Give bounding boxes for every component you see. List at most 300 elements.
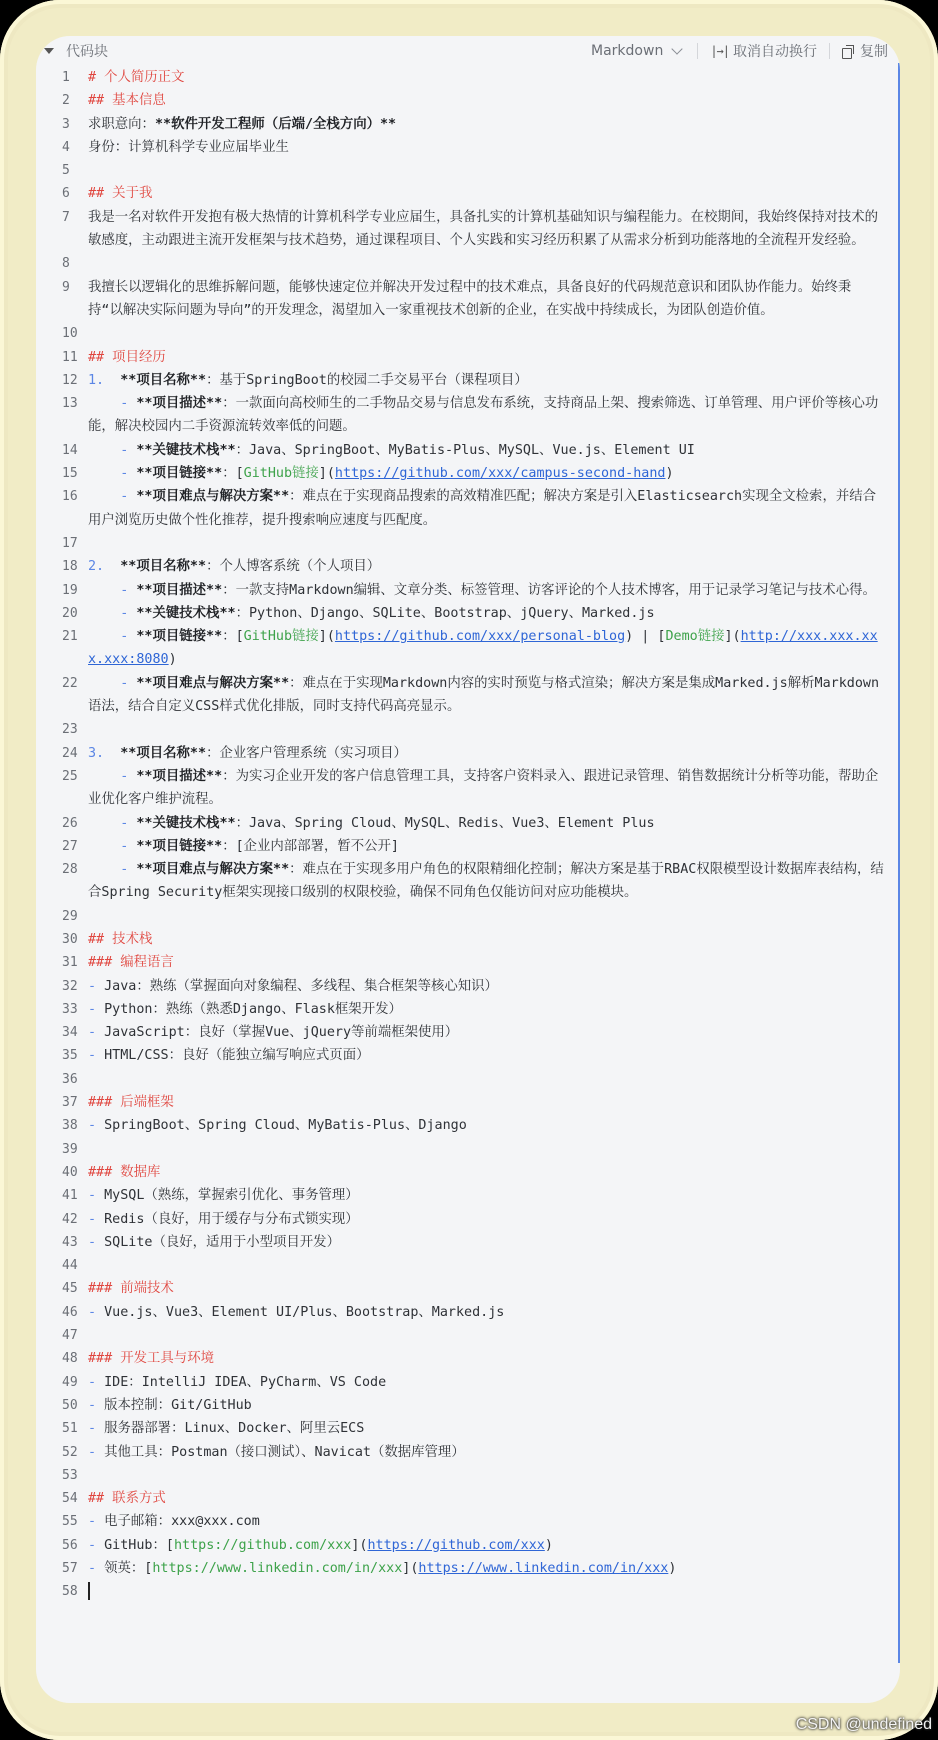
line-number: 24: [62, 745, 78, 761]
line-content[interactable]: [88, 276, 886, 323]
language-label: Markdown: [591, 43, 664, 59]
code-line[interactable]: [36, 975, 886, 998]
code-line[interactable]: [36, 1231, 886, 1254]
code-line[interactable]: [36, 602, 886, 625]
code-line[interactable]: [36, 1441, 886, 1464]
text-token: ](: [402, 1561, 419, 1576]
line-number: 40: [62, 1164, 78, 1180]
code-line[interactable]: [36, 742, 886, 765]
link-text: GitHub链接: [243, 629, 319, 645]
chevron-down-icon: [672, 43, 683, 54]
heading-token: ## 关于我: [88, 186, 153, 202]
line-number: 26: [62, 815, 78, 831]
list-marker: -: [88, 489, 137, 505]
line-content[interactable]: [88, 602, 886, 625]
line-number: 7: [62, 209, 70, 225]
code-line[interactable]: [36, 1394, 886, 1417]
line-number: 11: [62, 349, 78, 365]
list-marker: -: [88, 675, 137, 691]
line-number: 50: [62, 1397, 78, 1413]
link-url[interactable]: https://github.com/xxx/personal-blog: [334, 629, 626, 645]
line-content[interactable]: [88, 439, 886, 462]
code-line[interactable]: [36, 718, 886, 741]
code-line[interactable]: [36, 369, 886, 392]
line-content[interactable]: [88, 672, 886, 719]
bold-token: **关键技术栈**: [136, 815, 236, 831]
text-token: 身份：计算机科学专业应届毕业生: [88, 139, 289, 155]
line-content[interactable]: [88, 1464, 886, 1487]
line-number: 46: [62, 1304, 78, 1320]
line-content[interactable]: [88, 858, 886, 905]
code-line[interactable]: [36, 1068, 886, 1091]
line-content[interactable]: [88, 182, 886, 205]
code-line[interactable]: [36, 625, 886, 672]
line-content[interactable]: [88, 1441, 886, 1464]
line-content[interactable]: [88, 1301, 886, 1324]
text-token: ：Java、SpringBoot、MyBatis-Plus、MySQL、Vue.js、Element UI: [235, 442, 695, 458]
heading-token: ## 项目经历: [88, 349, 166, 365]
line-content[interactable]: [88, 462, 886, 485]
list-marker: -: [88, 466, 137, 482]
caret-down-icon: [44, 48, 54, 54]
line-content[interactable]: [88, 1580, 886, 1603]
line-content[interactable]: [88, 1324, 886, 1347]
line-content[interactable]: [88, 322, 886, 345]
text-token: ](: [318, 466, 335, 482]
text-token: Vue.js、Vue3、Element UI/Plus、Bootstrap、Marked.js: [104, 1304, 505, 1320]
text-token: ](: [351, 1537, 368, 1553]
list-marker: -: [88, 768, 137, 784]
code-line[interactable]: [36, 579, 886, 602]
line-number: 35: [62, 1048, 78, 1064]
line-content[interactable]: [88, 1138, 886, 1161]
bold-token: **项目难点与解决方案**: [136, 862, 290, 878]
heading-token: ## 联系方式: [88, 1491, 166, 1507]
code-block-header: [36, 36, 900, 66]
code-line[interactable]: [36, 1371, 886, 1394]
line-number: 33: [62, 1001, 78, 1017]
code-line[interactable]: [36, 812, 886, 835]
link-text: GitHub链接: [243, 466, 319, 482]
line-number: 57: [62, 1561, 78, 1576]
code-line[interactable]: [36, 206, 886, 253]
line-content[interactable]: [88, 1277, 886, 1300]
text-token: ：[: [222, 629, 244, 645]
text-token: ): [665, 466, 674, 482]
link-url[interactable]: https://github.com/xxx: [367, 1537, 545, 1553]
text-token: ：基于SpringBoot的校园二手交易平台（课程项目）: [206, 372, 528, 388]
collapse-toggle[interactable]: [44, 41, 108, 61]
bold-token: **项目名称**: [120, 559, 207, 575]
copy-button[interactable]: [842, 41, 888, 61]
bold-token: **项目难点与解决方案**: [136, 675, 290, 691]
line-number: 31: [62, 955, 78, 971]
line-content[interactable]: [88, 1044, 886, 1067]
code-line[interactable]: [36, 1091, 886, 1114]
text-token: ](: [318, 629, 335, 645]
list-marker: -: [88, 1444, 105, 1460]
list-marker: -: [88, 1397, 105, 1413]
watermark: CSDN @undefined: [795, 1716, 932, 1733]
text-token: ：企业客户管理系统（实习项目）: [206, 745, 407, 761]
code-line[interactable]: [36, 951, 886, 974]
line-number: 39: [62, 1141, 78, 1157]
line-content[interactable]: [88, 1534, 886, 1557]
line-number: 1: [62, 70, 70, 85]
list-marker: -: [88, 1234, 105, 1250]
line-number: 55: [62, 1514, 78, 1530]
line-number: 52: [62, 1444, 78, 1460]
line-content[interactable]: [88, 975, 886, 998]
list-marker: -: [88, 442, 137, 458]
line-number: 18: [62, 559, 78, 575]
heading-token: ### 前端技术: [88, 1281, 174, 1297]
scrollbar-edge[interactable]: [898, 63, 900, 1663]
code-line[interactable]: [36, 485, 886, 532]
text-token: 我是一名对软件开发抱有极大热情的计算机科学专业应届生，具备扎实的计算机基础知识与编程能力。在校期间，我始终保持对技术的敏感度，主动跟进主流开发框架与技术趋势，通过课程项目、个人实践和实习经历积累了从需求分析到功能落地的全流程开发经验。: [88, 209, 879, 249]
toggle-wrap-label: 取消自动换行: [733, 44, 817, 60]
line-number: 14: [62, 442, 78, 458]
code-line[interactable]: [36, 1184, 886, 1207]
line-content[interactable]: [88, 1091, 886, 1114]
bold-token: **项目名称**: [120, 745, 207, 761]
line-content[interactable]: [88, 951, 886, 974]
code-line[interactable]: [36, 1114, 886, 1137]
code-line[interactable]: [36, 276, 886, 323]
bold-token: **关键技术栈**: [136, 605, 236, 621]
line-content[interactable]: [88, 369, 886, 392]
code-line[interactable]: [36, 835, 886, 858]
text-token: ): [668, 1561, 677, 1576]
line-number: 38: [62, 1118, 78, 1134]
text-token: ) | [: [625, 629, 666, 645]
text-token: 领英：[: [104, 1561, 153, 1576]
line-number: 37: [62, 1095, 78, 1111]
line-number: 49: [62, 1374, 78, 1390]
bold-token: **项目链接**: [136, 838, 223, 854]
line-content[interactable]: [88, 718, 886, 741]
text-token: ：难点在于实现多用户角色的权限精细化控制；解决方案是基于RBAC权限模型设计数据库表结构，结合Spring Security框架实现接口级别的权限校验，确保不同角色仅能访问对应功能模块。: [88, 862, 884, 901]
line-number: 47: [62, 1328, 78, 1344]
link-url[interactable]: https://github.com/xxx/campus-second-hand: [334, 466, 666, 482]
heading-token: ## 基本信息: [88, 93, 166, 109]
copy-label: 复制: [860, 44, 888, 60]
text-token: ：为实习企业开发的客户信息管理工具，支持客户资料录入、跟进记录管理、销售数据统计分析等功能，帮助企业优化客户维护流程。: [88, 768, 879, 808]
list-marker: -: [88, 862, 137, 878]
code-editor[interactable]: [36, 66, 886, 1604]
heading-token: ### 数据库: [88, 1164, 161, 1180]
line-number: 29: [62, 908, 78, 924]
code-line[interactable]: [36, 1161, 886, 1184]
text-token: ](: [724, 629, 741, 645]
list-marker: -: [88, 1514, 105, 1530]
line-number: 45: [62, 1281, 78, 1297]
code-line[interactable]: [36, 765, 886, 812]
divider: [697, 43, 698, 59]
code-line[interactable]: [36, 1417, 886, 1440]
code-line[interactable]: [36, 555, 886, 578]
language-select[interactable]: [591, 43, 685, 59]
code-line[interactable]: [36, 252, 886, 275]
code-line[interactable]: [36, 159, 886, 182]
text-token: 版本控制：Git/GitHub: [104, 1397, 252, 1413]
text-token: ：难点在于实现Markdown内容的实时预览与格式渲染；解决方案是集成Marked.js解析Markdown语法，结合自定义CSS样式优化排版，同时支持代码高亮显示。: [88, 675, 880, 715]
line-content[interactable]: [88, 252, 886, 275]
line-content[interactable]: [88, 1254, 886, 1277]
code-line[interactable]: [36, 1208, 886, 1231]
code-block-card: [36, 36, 900, 1703]
text-token: Python：熟练（熟悉Django、Flask框架开发）: [104, 1001, 402, 1017]
list-marker: -: [88, 1421, 105, 1437]
line-number: 5: [62, 163, 70, 179]
code-line[interactable]: [36, 1021, 886, 1044]
code-line[interactable]: [36, 182, 886, 205]
code-line[interactable]: [36, 1580, 886, 1603]
line-content[interactable]: [88, 555, 886, 578]
text-token: ：[企业内部部署，暂不公开]: [222, 838, 399, 854]
bold-token: **关键技术栈**: [136, 442, 236, 458]
text-token: SpringBoot、Spring Cloud、MyBatis-Plus、Django: [104, 1118, 467, 1134]
wrap-toggle-icon: |→|: [710, 44, 729, 58]
heading-token: ### 开发工具与环境: [88, 1351, 214, 1367]
text-token: 我擅长以逻辑化的思维拆解问题，能够快速定位并解决开发过程中的技术难点，具备良好的代码规范意识和团队协作能力。始终秉持“以解决实际问题为导向”的开发理念，渴望加入一家重视技术创新的企业，在实战中持续成长，为团队创造价值。: [88, 279, 852, 318]
line-content[interactable]: [88, 1114, 886, 1137]
code-line[interactable]: [36, 1301, 886, 1324]
link-text: https://github.com/xxx: [173, 1537, 352, 1553]
line-content[interactable]: [88, 1557, 886, 1580]
list-marker: -: [88, 1561, 105, 1576]
code-line[interactable]: [36, 1277, 886, 1300]
text-token: SQLite（良好，适用于小型项目开发）: [104, 1234, 340, 1250]
line-content[interactable]: [88, 346, 886, 369]
line-content[interactable]: [88, 1510, 886, 1533]
line-number: 20: [62, 605, 78, 621]
line-number: 16: [62, 489, 78, 505]
line-number: 6: [62, 186, 70, 202]
link-url[interactable]: http://xxx.xxx.xxx.xxx:8080: [88, 629, 878, 668]
line-content[interactable]: [88, 1208, 886, 1231]
line-content[interactable]: [88, 89, 886, 112]
text-token: ): [168, 652, 177, 668]
link-text: https://www.linkedin.com/in/xxx: [152, 1561, 403, 1576]
code-line[interactable]: [36, 905, 886, 928]
line-number: 4: [62, 139, 70, 155]
list-marker: -: [88, 978, 105, 994]
code-line[interactable]: [36, 392, 886, 439]
line-number: 28: [62, 862, 78, 878]
code-line[interactable]: [36, 322, 886, 345]
line-number: 32: [62, 978, 78, 994]
line-number: 15: [62, 466, 78, 482]
text-token: MySQL（熟练，掌握索引优化、事务管理）: [104, 1188, 359, 1204]
line-number: 51: [62, 1421, 78, 1437]
list-marker: -: [88, 1001, 105, 1017]
link-text: Demo链接: [665, 629, 725, 645]
line-number: 10: [62, 326, 78, 342]
text-token: JavaScript：良好（掌握Vue、jQuery等前端框架使用）: [104, 1025, 459, 1041]
heading-token: ### 后端框架: [88, 1095, 174, 1111]
line-number: 58: [62, 1584, 78, 1600]
text-token: 其他工具：Postman（接口测试）、Navicat（数据库管理）: [104, 1444, 465, 1460]
line-number: 27: [62, 838, 78, 854]
line-content[interactable]: [88, 485, 886, 532]
line-number: 3: [62, 116, 70, 132]
line-content[interactable]: [88, 206, 886, 253]
list-marker: 1.: [88, 372, 121, 388]
line-content[interactable]: [88, 1371, 886, 1394]
code-line[interactable]: [36, 1487, 886, 1510]
list-marker: -: [88, 629, 137, 645]
line-number: 12: [62, 372, 78, 388]
code-block-title: 代码块: [66, 44, 108, 60]
line-content[interactable]: [88, 998, 886, 1021]
code-line[interactable]: [36, 1044, 886, 1067]
code-line[interactable]: [36, 1510, 886, 1533]
line-content[interactable]: [88, 812, 886, 835]
code-line[interactable]: [36, 346, 886, 369]
text-token: ：Python、Django、SQLite、Bootstrap、jQuery、Marked.js: [235, 605, 655, 621]
code-line[interactable]: [36, 66, 886, 89]
list-marker: -: [88, 1118, 105, 1134]
list-marker: -: [88, 1374, 105, 1390]
list-marker: -: [88, 815, 137, 831]
line-number: 8: [62, 256, 70, 272]
code-line[interactable]: [36, 858, 886, 905]
line-number: 25: [62, 768, 78, 784]
line-content[interactable]: [88, 579, 886, 602]
text-token: ：一款面向高校师生的二手物品交易与信息发布系统，支持商品上架、搜索筛选、订单管理、用户评价等核心功能，解决校园内二手资源流转效率低的问题。: [88, 396, 879, 435]
text-token: ：难点在于实现商品搜索的高效精准匹配；解决方案是引入Elasticsearch实现全文检索，并结合用户浏览历史做个性化推荐，提升搜索响应速度与匹配度。: [88, 489, 877, 528]
line-content[interactable]: [88, 742, 886, 765]
bold-token: **项目链接**: [136, 629, 223, 645]
code-line[interactable]: [36, 1534, 886, 1557]
code-line[interactable]: [36, 462, 886, 485]
line-content[interactable]: [88, 136, 886, 159]
line-content[interactable]: [88, 532, 886, 555]
text-token: ): [544, 1537, 553, 1553]
list-marker: -: [88, 605, 137, 621]
line-number: 36: [62, 1071, 78, 1087]
code-line[interactable]: [36, 1557, 886, 1580]
line-content[interactable]: [88, 765, 886, 812]
code-line[interactable]: [36, 928, 886, 951]
line-number: 56: [62, 1537, 78, 1553]
text-token: ：个人博客系统（个人项目）: [206, 559, 381, 575]
text-token: HTML/CSS：良好（能独立编写响应式页面）: [104, 1048, 370, 1064]
code-line[interactable]: [36, 1138, 886, 1161]
code-line[interactable]: [36, 1254, 886, 1277]
bold-token: **项目描述**: [136, 582, 223, 598]
line-content[interactable]: [88, 1231, 886, 1254]
bold-token: **项目难点与解决方案**: [136, 489, 290, 505]
code-line[interactable]: [36, 89, 886, 112]
line-number: 19: [62, 582, 78, 598]
list-marker: -: [88, 1211, 105, 1227]
list-marker: -: [88, 838, 137, 854]
code-line[interactable]: [36, 439, 886, 462]
bold-token: **项目描述**: [136, 396, 223, 412]
bold-token: **项目链接**: [136, 466, 223, 482]
list-marker: -: [88, 1025, 105, 1041]
line-content[interactable]: [88, 159, 886, 182]
line-content[interactable]: [88, 1068, 886, 1091]
code-line[interactable]: [36, 113, 886, 136]
line-content[interactable]: [88, 392, 886, 439]
divider: [829, 43, 830, 59]
list-marker: -: [88, 1537, 105, 1553]
line-number: 22: [62, 675, 78, 691]
line-number: 30: [62, 931, 78, 947]
list-marker: -: [88, 1188, 105, 1204]
text-token: 求职意向：: [88, 116, 155, 132]
line-content[interactable]: [88, 66, 886, 89]
line-content[interactable]: [88, 1487, 886, 1510]
list-marker: -: [88, 1304, 105, 1320]
line-content[interactable]: [88, 905, 886, 928]
line-number: 44: [62, 1258, 78, 1274]
heading-token: ### 编程语言: [88, 955, 174, 971]
text-token: Java：熟练（掌握面向对象编程、多线程、集合框架等核心知识）: [104, 978, 498, 994]
line-number: 23: [62, 722, 78, 738]
code-line[interactable]: [36, 532, 886, 555]
list-marker: 3.: [88, 745, 121, 761]
line-number: 53: [62, 1467, 78, 1483]
line-content[interactable]: [88, 1021, 886, 1044]
text-token: IDE：IntelliJ IDEA、PyCharm、VS Code: [104, 1374, 387, 1390]
text-token: Redis（良好，用于缓存与分布式锁实现）: [104, 1211, 359, 1227]
line-number: 9: [62, 279, 70, 295]
text-token: 服务器部署：Linux、Docker、阿里云ECS: [104, 1421, 365, 1437]
line-number: 54: [62, 1491, 78, 1507]
line-content[interactable]: [88, 1184, 886, 1207]
code-line[interactable]: [36, 1464, 886, 1487]
code-line[interactable]: [36, 672, 886, 719]
line-number: 41: [62, 1188, 78, 1204]
bold-token: **项目描述**: [136, 768, 223, 784]
line-number: 48: [62, 1351, 78, 1367]
line-content[interactable]: [88, 835, 886, 858]
toggle-wrap-button[interactable]: [710, 41, 817, 61]
link-url[interactable]: https://www.linkedin.com/in/xxx: [418, 1561, 669, 1576]
text-token: ：Java、Spring Cloud、MySQL、Redis、Vue3、Element Plus: [235, 815, 655, 831]
code-line[interactable]: [36, 1324, 886, 1347]
line-number: 43: [62, 1234, 78, 1250]
text-cursor: [88, 1582, 90, 1600]
line-content[interactable]: [88, 113, 886, 136]
code-line[interactable]: [36, 998, 886, 1021]
list-marker: -: [88, 582, 137, 598]
line-number: 34: [62, 1025, 78, 1041]
list-marker: -: [88, 396, 137, 412]
line-content[interactable]: [88, 1347, 886, 1370]
line-number: 17: [62, 535, 78, 551]
line-number: 42: [62, 1211, 78, 1227]
heading-token: # 个人简历正文: [88, 70, 185, 85]
copy-icon: [842, 45, 854, 58]
line-content[interactable]: [88, 625, 886, 672]
line-content[interactable]: [88, 1161, 886, 1184]
text-token: 电子邮箱：xxx@xxx.com: [104, 1514, 260, 1530]
line-number: 21: [62, 629, 78, 645]
list-marker: 2.: [88, 559, 121, 575]
text-token: GitHub：[: [104, 1537, 174, 1553]
code-line[interactable]: [36, 136, 886, 159]
code-line[interactable]: [36, 1347, 886, 1370]
line-content[interactable]: [88, 928, 886, 951]
line-content[interactable]: [88, 1394, 886, 1417]
text-token: ：[: [222, 466, 244, 482]
line-content[interactable]: [88, 1417, 886, 1440]
